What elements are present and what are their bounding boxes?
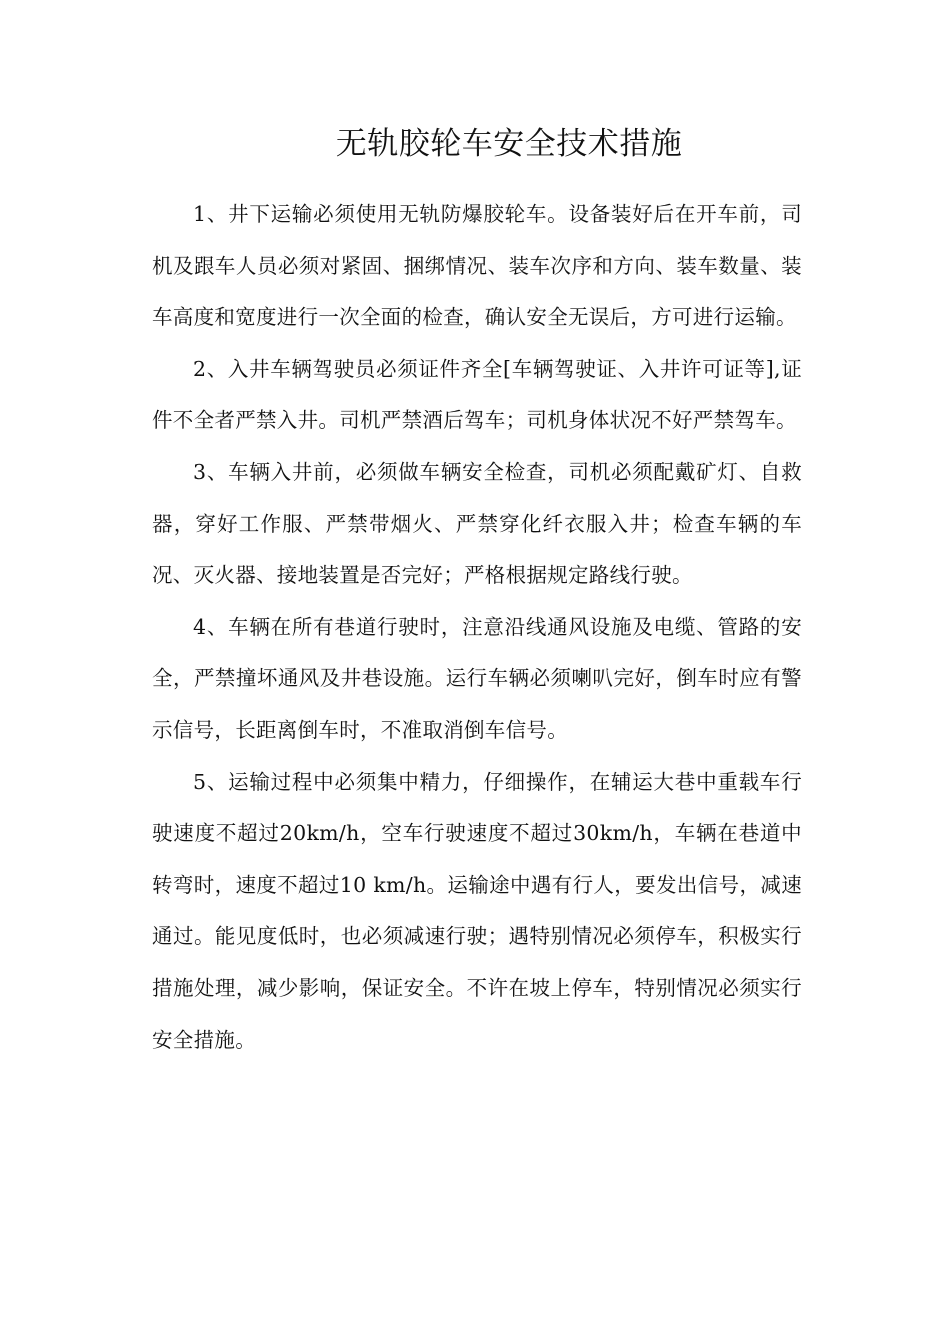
paragraph-3: 3、车辆入井前，必须做车辆安全检查，司机必须配戴矿灯、自救器，穿好工作服、严禁带烟火、严禁穿化纤衣服入井；检查车辆的车况、灭火器、接地装置是否完好；严格根据规定路线行驶。 [152, 459, 802, 588]
paragraph-5: 5、运输过程中必须集中精力，仔细操作，在辅运大巷中重载车行驶速度不超过20km/h，空车行驶速度不超过30km/h，车辆在巷道中转弯时，速度不超过10 km/h。运输途中遇有行人，要发出信号，减速通过。能见度低时，也必须减速行驶；遇特别情况必须停车，积极实行措施处理，减少影响，保证安全。不许在坡上停车，特别情况必须实行安全措施。 [152, 769, 802, 1052]
paragraph-4: 4、车辆在所有巷道行驶时，注意沿线通风设施及电缆、管路的安全，严禁撞坏通风及井巷设施。运行车辆必须喇叭完好，倒车时应有警示信号，长距离倒车时，不准取消倒车信号。 [152, 614, 802, 742]
document-body [152, 189, 802, 1066]
paragraph-2: 2、入井车辆驾驶员必须证件齐全[车辆驾驶证、入井许可证等],证件不全者严禁入井。司机严禁酒后驾车；司机身体状况不好严禁驾车。 [152, 356, 802, 433]
paragraph-1: 1、井下运输必须使用无轨防爆胶轮车。设备装好后在开车前，司机及跟车人员必须对紧固、捆绑情况、装车次序和方向、装车数量、装车高度和宽度进行一次全面的检查，确认安全无误后，方可进行运输。 [152, 202, 802, 330]
document-title: 无轨胶轮车安全技术措施 [335, 126, 683, 162]
